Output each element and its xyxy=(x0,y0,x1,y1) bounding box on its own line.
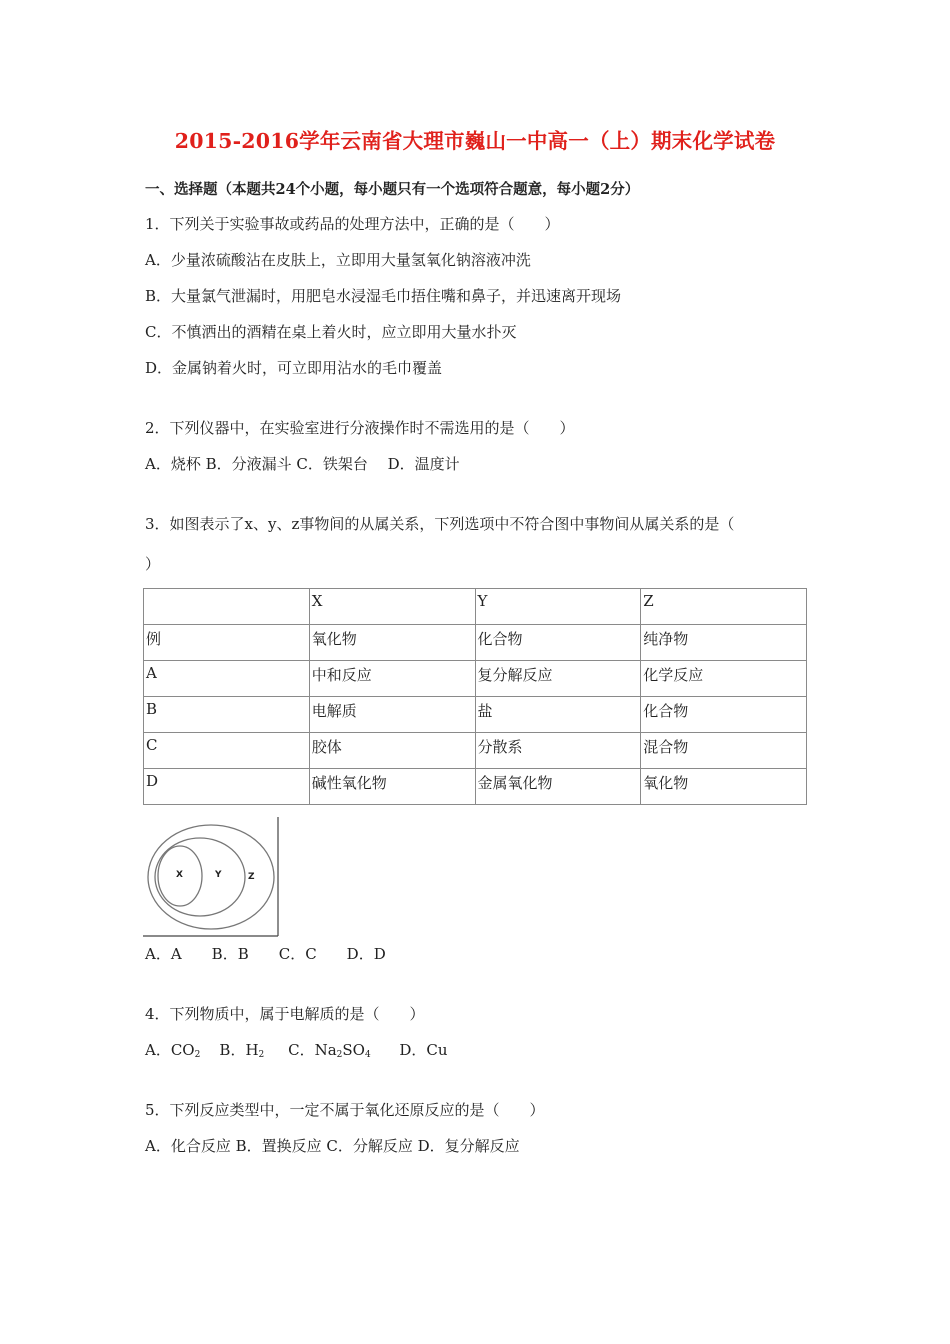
table-cell: 盐 xyxy=(475,697,641,733)
venn-label-y: Y xyxy=(215,870,222,880)
question-4-option-d: D．Cu xyxy=(399,1041,448,1059)
question-3-options: A．A B．B C．C D．D xyxy=(145,945,386,963)
question-1-option-b: B．大量氯气泄漏时，用肥皂水浸湿毛巾捂住嘴和鼻子，并迅速离开现场 xyxy=(145,287,622,305)
table-row xyxy=(144,697,807,733)
table-cell: 化合物 xyxy=(641,697,807,733)
table-cell: 中和反应 xyxy=(309,661,475,697)
table-cell: 碱性氧化物 xyxy=(309,769,475,805)
table-cell: C xyxy=(144,733,310,769)
table-row xyxy=(144,625,807,661)
section-heading: 一、选择题（本题共24个小题，每小题只有一个选项符合题意，每小题2分） xyxy=(145,181,640,198)
table-row xyxy=(144,769,807,805)
question-4-option-b: B．$H_2$ xyxy=(219,1041,265,1060)
table-cell: 金属氧化物 xyxy=(475,769,641,805)
question-2-stem: 2．下列仪器中，在实验室进行分液操作时不需选用的是（ ） xyxy=(145,419,575,437)
table-cell: 胶体 xyxy=(309,733,475,769)
table-cell: 化合物 xyxy=(475,625,641,661)
question-5-options: A．化合反应 B．置换反应 C．分解反应 D．复分解反应 xyxy=(145,1137,520,1155)
table-header-cell: Z xyxy=(641,589,807,625)
table-cell: D xyxy=(144,769,310,805)
question-4-option-a: A．$CO_2$ xyxy=(145,1041,201,1060)
venn-outer-ellipse xyxy=(148,825,274,929)
venn-label-x: X xyxy=(176,870,183,880)
question-2-options: A．烧杯 B．分液漏斗 C．铁架台 D．温度计 xyxy=(145,455,460,473)
table-row xyxy=(144,661,807,697)
table-cell: 电解质 xyxy=(309,697,475,733)
table-cell: 氧化物 xyxy=(309,625,475,661)
table-cell: B xyxy=(144,697,310,733)
question-1-stem: 1．下列关于实验事故或药品的处理方法中，正确的是（ ） xyxy=(145,215,560,233)
table-row xyxy=(144,733,807,769)
venn-label-z: Z xyxy=(248,872,255,882)
page-title: 2015-2016学年云南省大理市巍山一中高一（上）期末化学试卷 xyxy=(174,129,776,153)
question-5-stem: 5．下列反应类型中，一定不属于氧化还原反应的是（ ） xyxy=(145,1101,545,1119)
question-3-stem-end: ） xyxy=(145,555,161,573)
question-4-stem: 4．下列物质中，属于电解质的是（ ） xyxy=(145,1005,425,1023)
question-1-option-a: A．少量浓硫酸沾在皮肤上，立即用大量氢氧化钠溶液冲洗 xyxy=(145,251,531,269)
question-4-options xyxy=(145,1039,447,1060)
question-3-stem: 3．如图表示了x、y、z事物间的从属关系，下列选项中不符合图中事物间从属关系的是（ xyxy=(145,515,735,533)
table-cell: A xyxy=(144,661,310,697)
table-cell: 分散系 xyxy=(475,733,641,769)
table-cell: 化学反应 xyxy=(641,661,807,697)
table-header-row xyxy=(144,589,807,625)
question-4-option-c: C．$Na_2SO_4$ xyxy=(288,1041,371,1060)
table-cell: 氧化物 xyxy=(641,769,807,805)
table-header-cell: X xyxy=(309,589,475,625)
question-3-table xyxy=(143,588,807,805)
table-cell: 纯净物 xyxy=(641,625,807,661)
question-1-option-d: D．金属钠着火时，可立即用沾水的毛巾覆盖 xyxy=(145,359,443,377)
table-header-cell: Y xyxy=(475,589,641,625)
question-1-option-c: C．不慎洒出的酒精在桌上着火时，应立即用大量水扑灭 xyxy=(145,323,517,341)
venn-diagram xyxy=(143,817,280,937)
table-cell: 例 xyxy=(144,625,310,661)
table-header-cell xyxy=(144,589,310,625)
table-cell: 混合物 xyxy=(641,733,807,769)
table-cell: 复分解反应 xyxy=(475,661,641,697)
